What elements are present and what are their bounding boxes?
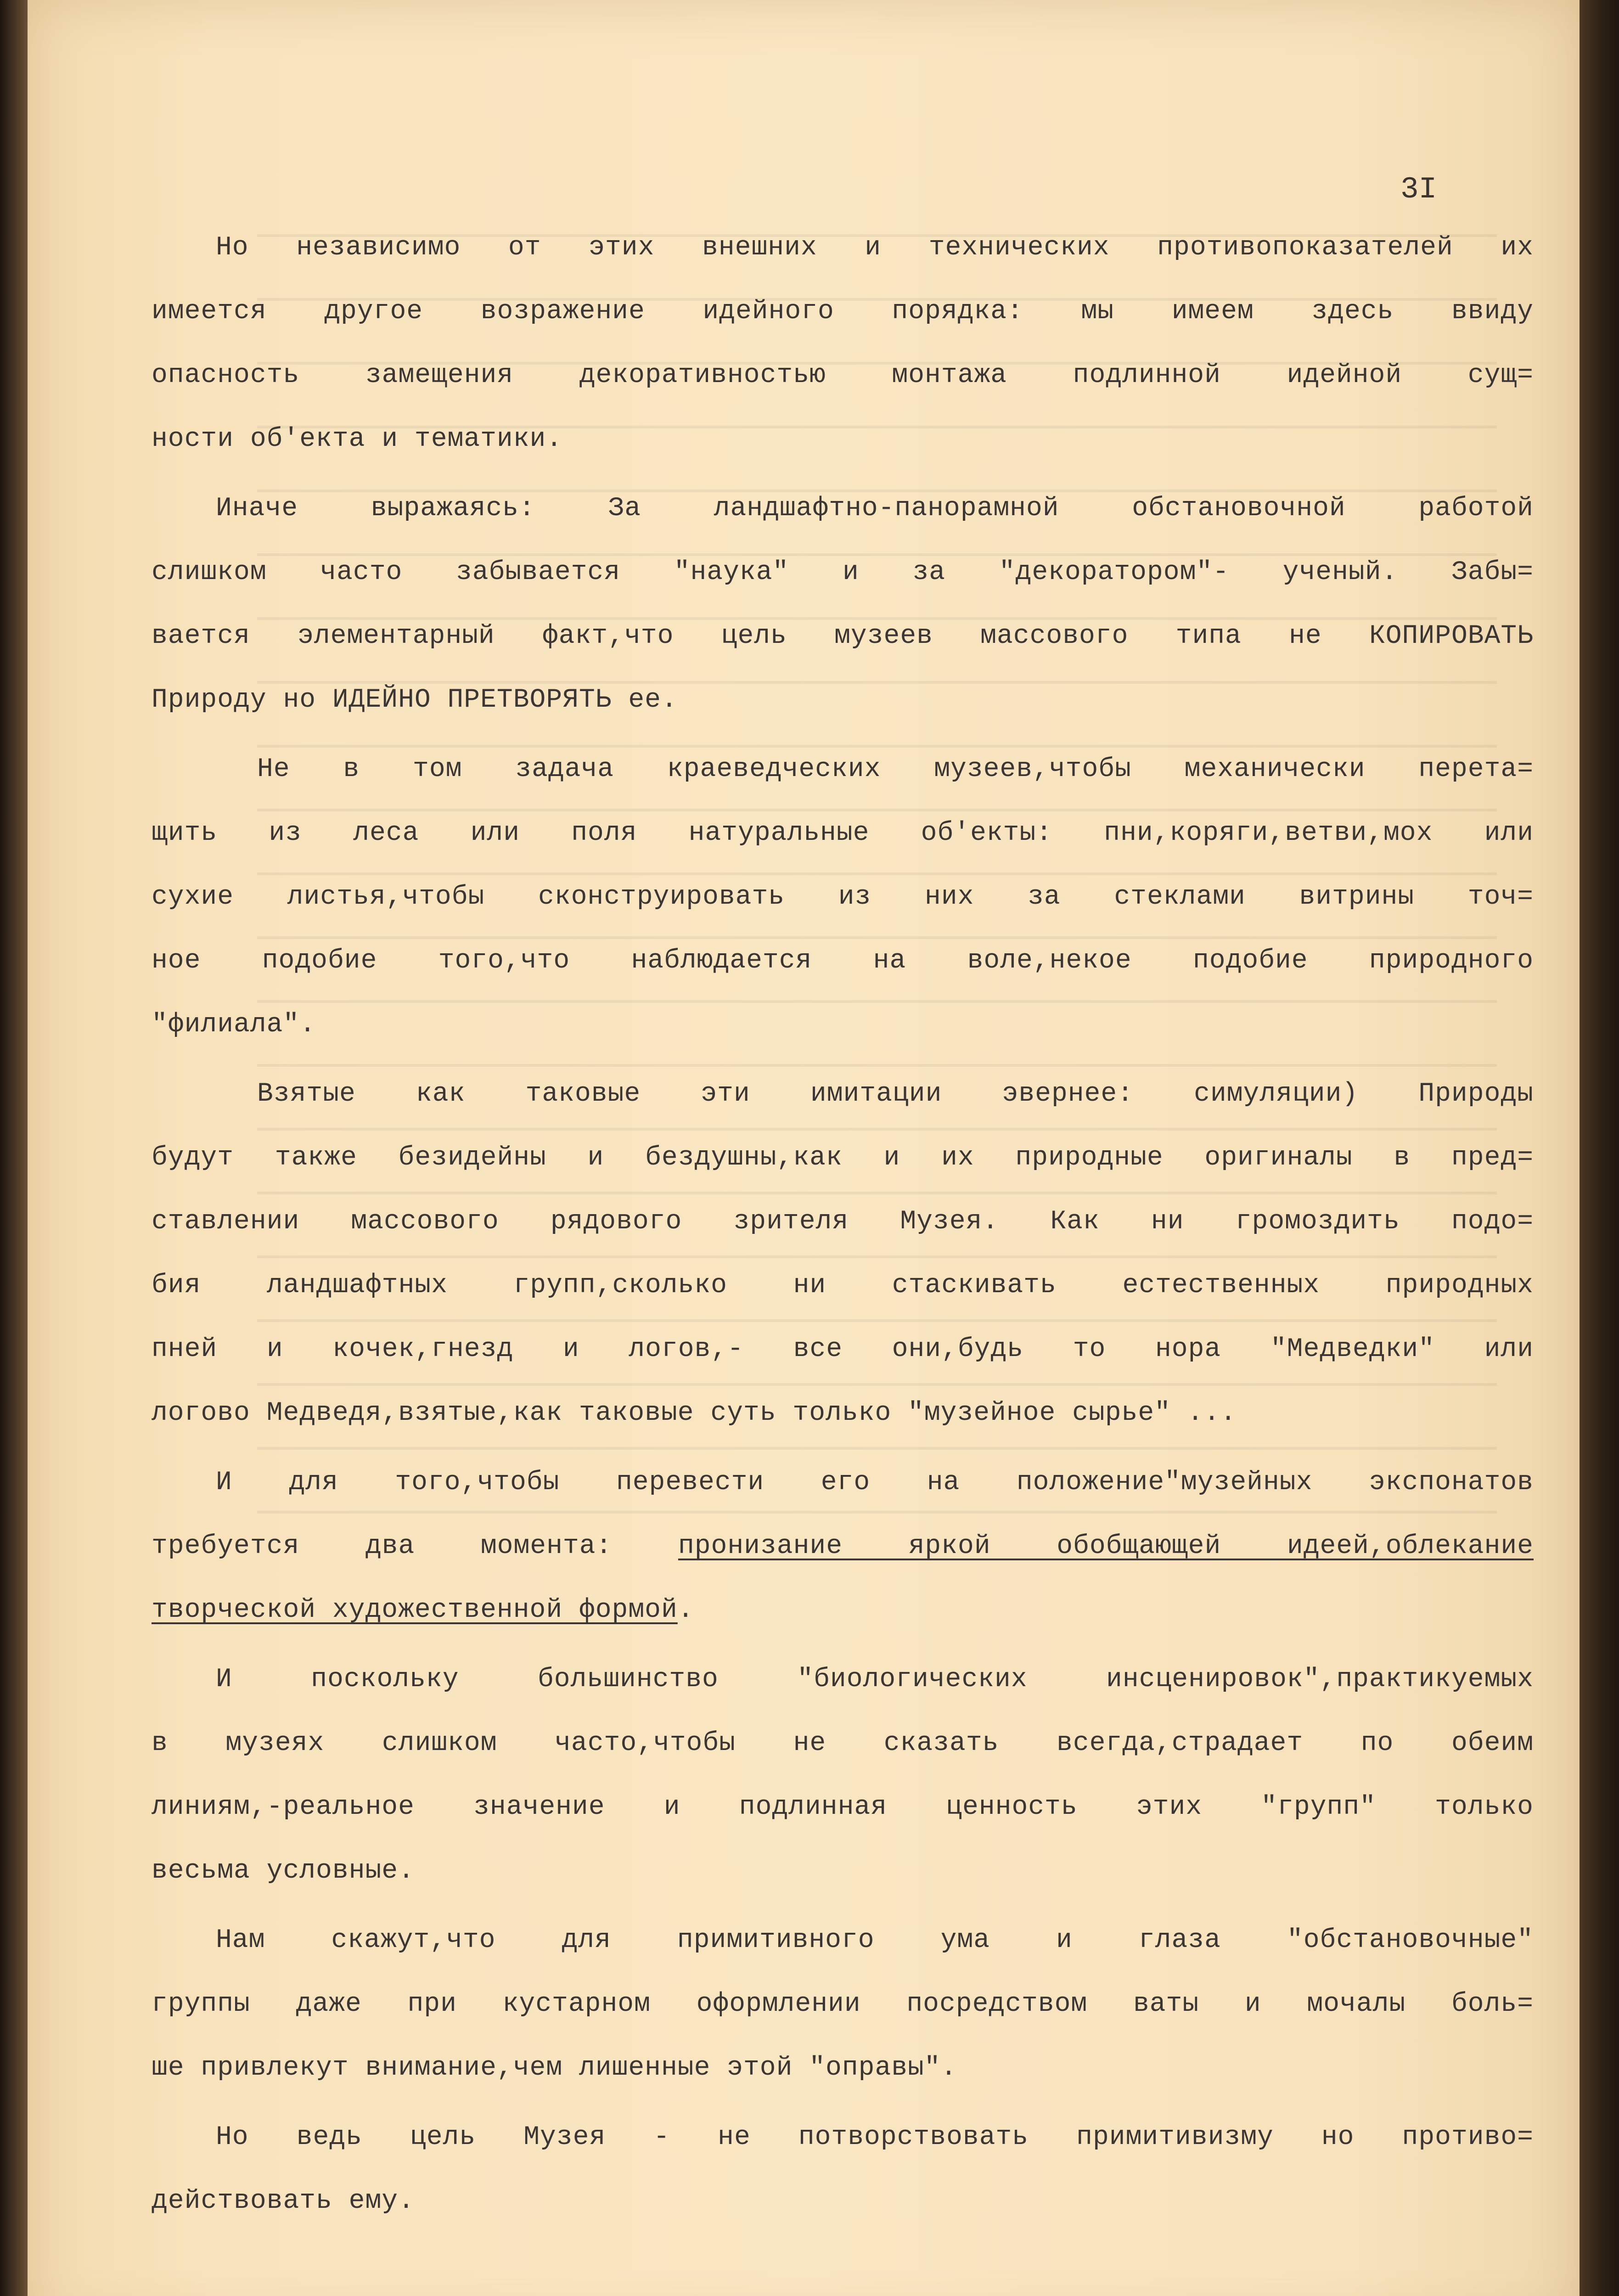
text-line: Не в том задача краеведческих музеев,чтобы механически перета= xyxy=(257,754,1534,784)
text-line xyxy=(152,1578,1534,1642)
page-number: 3I xyxy=(1400,172,1437,207)
text-line: линиям,-реальное значение и подлинная ценность этих "групп" только xyxy=(152,1792,1534,1822)
binding-edge xyxy=(0,0,28,2296)
period: . xyxy=(677,1595,694,1625)
text-line: весьма условные. xyxy=(152,1856,415,1886)
text-line: ное подобие того,что наблюдается на воле,некое подобие природного xyxy=(152,946,1534,976)
text-line: И для того,чтобы перевести его на положение"музейных экспонатов xyxy=(216,1468,1534,1497)
text-line: ше привлекут внимание,чем лишенные этой "оправы". xyxy=(152,2053,957,2083)
text-line: логово Медведя,взятые,как таковые суть только "музейное сырье" ... xyxy=(152,1398,1237,1428)
text-line: вается элементарный факт,что цель музеев массового типа не КОПИРОВАТЬ xyxy=(152,621,1534,651)
text-line: Но ведь цель Музея - не потворствовать примитивизму но противо= xyxy=(216,2122,1534,2152)
text-line: имеется другое возражение идейного порядка: мы имеем здесь ввиду xyxy=(152,297,1534,326)
underlined-phrase: пронизание яркой обобщающей идеей,облекание xyxy=(678,1531,1534,1561)
text-line: Взятые как таковые эти имитации эвернее: симуляции) Природы xyxy=(257,1079,1534,1109)
text-line: ставлении массового рядового зрителя Музея. Как ни громоздить подо= xyxy=(152,1207,1534,1237)
text-line: Природу но ИДЕЙНО ПРЕТВОРЯТЬ ее. xyxy=(152,685,678,715)
text-line xyxy=(152,1514,1534,1578)
text-line: опасность замещения декоративностью монтажа подлинной идейной сущ= xyxy=(152,360,1534,390)
text-line: слишком часто забывается "наука" и за "декоратором"- ученый. Забы= xyxy=(152,557,1534,587)
text-line: будут также безидейны и бездушны,как и их природные оригиналы в пред= xyxy=(152,1143,1534,1173)
text-line: Но независимо от этих внешних и технических противопоказателей их xyxy=(216,233,1534,263)
page-stack-edge xyxy=(1580,0,1619,2296)
text-line: щить из леса или поля натуральные об'екты: пни,коряги,ветви,мох или xyxy=(152,818,1534,848)
text-line: Нам скажут,что для примитивного ума и глаза "обстановочные" xyxy=(216,1925,1534,1955)
text-line: в музеях слишком часто,чтобы не сказать всегда,страдает по обеим xyxy=(152,1728,1534,1758)
text-line: группы даже при кустарном оформлении посредством ваты и мочалы боль= xyxy=(152,1989,1534,2019)
text-line: И поскольку большинство "биологических инсценировок",практикуемых xyxy=(216,1665,1534,1694)
text-line: сухие листья,чтобы сконструировать из них за стеклами витрины точ= xyxy=(152,882,1534,912)
text-segment: требуется два момента: xyxy=(152,1531,613,1561)
text-line: пней и кочек,гнезд и логов,- все они,будь то нора "Медведки" или xyxy=(152,1334,1534,1364)
text-line: Иначе выражаясь: За ландшафтно-панорамной обстановочной работой xyxy=(216,494,1534,523)
text-line: действовать ему. xyxy=(152,2186,415,2216)
text-line: бия ландшафтных групп,сколько ни стаскивать естественных природных xyxy=(152,1271,1534,1300)
text-line: ности об'екта и тематики. xyxy=(152,424,563,454)
underlined-phrase: творческой художественной формой xyxy=(152,1595,678,1625)
body-text xyxy=(152,216,1534,2239)
text-line: "филиала". xyxy=(152,1010,316,1040)
